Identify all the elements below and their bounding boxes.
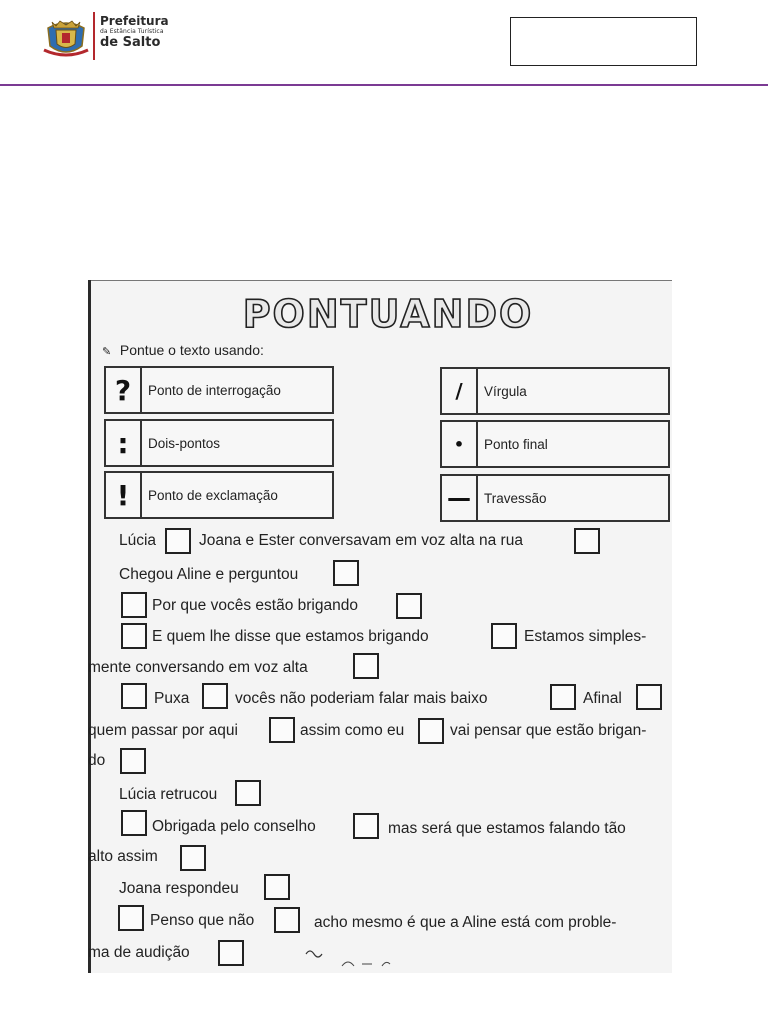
text-fragment: Chegou Aline e perguntou: [119, 566, 299, 583]
text-fragment: Afinal: [583, 690, 622, 707]
text-fragment: Joana respondeu: [119, 880, 239, 897]
answer-box[interactable]: [121, 810, 147, 836]
answer-box[interactable]: [218, 940, 244, 966]
dash-icon: —: [442, 476, 478, 520]
text-fragment: Joana e Ester conversavam em voz alta na rua: [199, 532, 523, 549]
answer-box[interactable]: [396, 593, 422, 619]
answer-box[interactable]: [353, 813, 379, 839]
legend-comma: [440, 367, 670, 415]
city-coat-of-arms-icon: [42, 16, 90, 58]
worksheet-scan: [88, 280, 672, 973]
legend-colon: [104, 419, 334, 467]
answer-box[interactable]: [121, 683, 147, 709]
legend-label: Ponto de interrogação: [148, 382, 281, 398]
logo-line-3: de Salto: [100, 35, 161, 50]
text-fragment: E quem lhe disse que estamos brigando: [152, 628, 429, 645]
text-fragment: Lúcia retrucou: [119, 786, 218, 803]
answer-box[interactable]: [121, 623, 147, 649]
legend-label: Vírgula: [484, 383, 527, 399]
answer-box[interactable]: [491, 623, 517, 649]
text-fragment: do: [88, 752, 106, 769]
text-fragment: Obrigada pelo conselho: [152, 818, 316, 835]
text-fragment: Lúcia: [119, 532, 157, 549]
scribble-mark: [302, 946, 432, 970]
question-mark-icon: ?: [106, 368, 142, 412]
legend-dash: [440, 474, 670, 522]
header-rule: [0, 84, 768, 86]
period-icon: •: [442, 422, 478, 466]
answer-box[interactable]: [333, 560, 359, 586]
text-fragment: Puxa: [154, 690, 190, 707]
legend-label: Ponto final: [484, 436, 548, 452]
answer-box[interactable]: [235, 780, 261, 806]
legend-interrogation: [104, 366, 334, 414]
text-fragment: vai pensar que estão brigan-: [450, 722, 647, 739]
text-fragment: ma de audição: [88, 944, 190, 961]
text-fragment: Estamos simples-: [524, 628, 647, 645]
legend-label: Travessão: [484, 490, 547, 506]
answer-box[interactable]: [418, 718, 444, 744]
answer-box[interactable]: [264, 874, 290, 900]
logo-line-2: da Estância Turística: [100, 28, 164, 35]
answer-box[interactable]: [165, 528, 191, 554]
sheet-left-edge: [88, 280, 91, 973]
worksheet-instruction: [102, 342, 264, 358]
legend-label: Dois-pontos: [148, 435, 221, 451]
answer-box[interactable]: [353, 653, 379, 679]
legend-exclamation: [104, 471, 334, 519]
answer-box[interactable]: [550, 684, 576, 710]
instruction-text: Pontue o texto usando:: [119, 342, 264, 358]
student-name-box[interactable]: [510, 17, 697, 66]
text-fragment: assim como eu: [300, 722, 405, 739]
comma-icon: /: [442, 369, 478, 413]
prefeitura-logo-text: [100, 15, 169, 49]
answer-box[interactable]: [120, 748, 146, 774]
text-fragment: mas será que estamos falando tão: [388, 820, 626, 837]
answer-box[interactable]: [180, 845, 206, 871]
worksheet-title: PONTUANDO: [242, 292, 534, 336]
answer-box[interactable]: [118, 905, 144, 931]
answer-box[interactable]: [636, 684, 662, 710]
sheet-top-edge: [88, 280, 672, 281]
answer-box[interactable]: [121, 592, 147, 618]
text-fragment: mente conversando em voz alta: [88, 659, 308, 676]
answer-box[interactable]: [202, 683, 228, 709]
text-fragment: Penso que não: [150, 912, 255, 929]
legend-label: Ponto de exclamação: [148, 487, 278, 503]
answer-box[interactable]: [574, 528, 600, 554]
text-fragment: acho mesmo é que a Aline está com proble-: [314, 914, 617, 931]
text-fragment: vocês não poderiam falar mais baixo: [235, 690, 488, 707]
logo-line-1: Prefeitura: [100, 14, 169, 28]
text-fragment: alto assim: [88, 848, 158, 865]
answer-box[interactable]: [269, 717, 295, 743]
letterhead: [0, 0, 768, 86]
text-fragment: quem passar por aqui: [88, 722, 238, 739]
exclamation-mark-icon: !: [106, 473, 142, 517]
logo-divider: [93, 12, 95, 60]
text-fragment: Por que vocês estão brigando: [152, 597, 358, 614]
answer-box[interactable]: [274, 907, 300, 933]
colon-icon: :: [106, 421, 142, 465]
legend-period: [440, 420, 670, 468]
pencil-icon: ✎: [102, 346, 112, 358]
